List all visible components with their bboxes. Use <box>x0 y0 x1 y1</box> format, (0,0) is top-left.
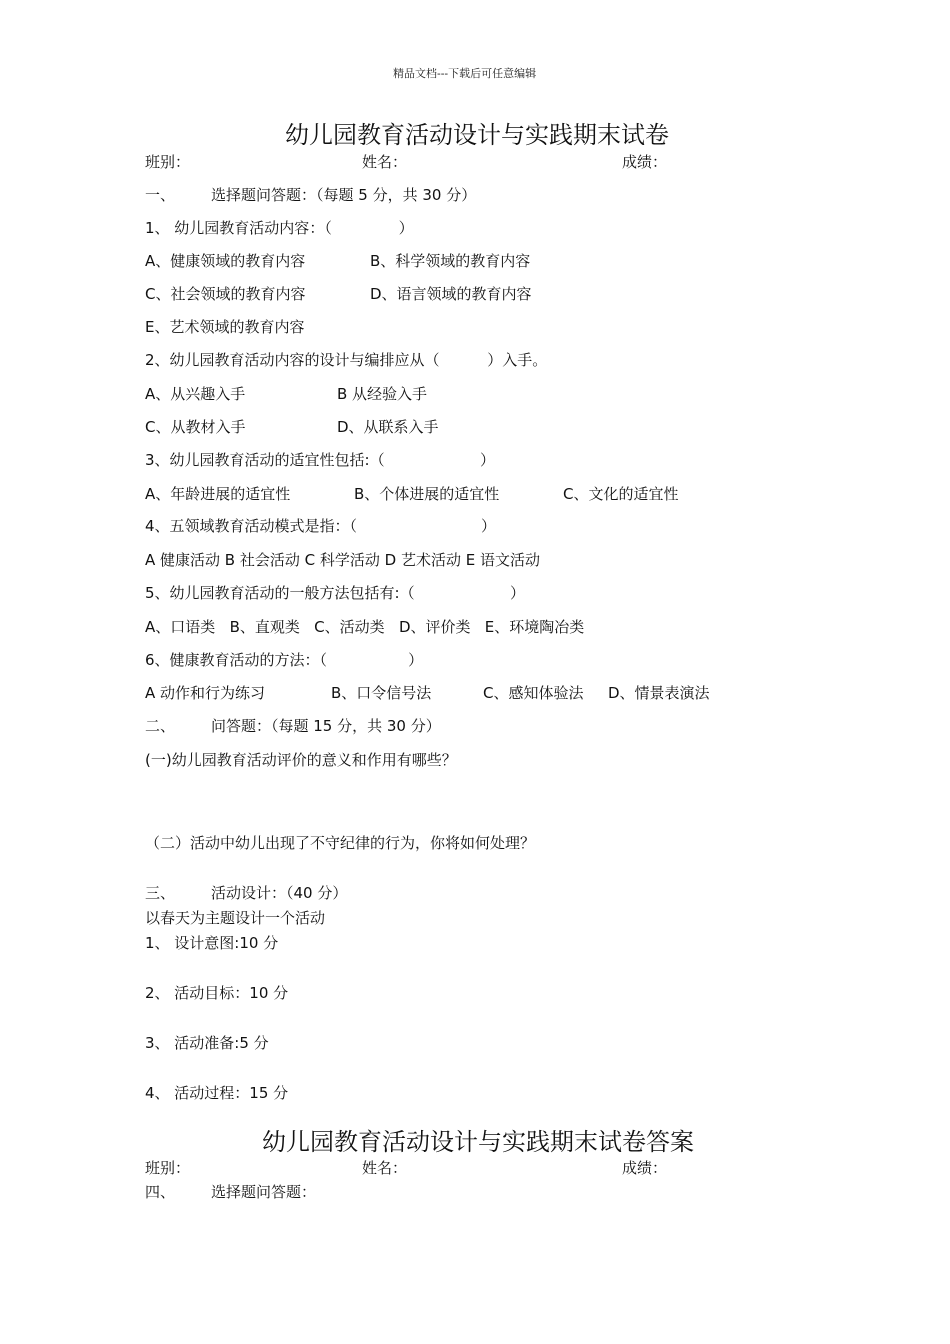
q4-stem: 4、五领域教育活动模式是指：（ ） <box>145 517 497 535</box>
q6-option-b: B、口令信号法 <box>331 684 432 702</box>
q2-stem: 2、幼儿园教育活动内容的设计与编排应从（ ）入手。 <box>145 351 548 369</box>
q2-option-b: B 从经验入手 <box>337 385 428 403</box>
name-label: 姓名： <box>362 153 408 171</box>
q1-option-c: C、社会领域的教育内容 <box>145 285 306 303</box>
q6-option-d: D、情景表演法 <box>608 684 710 702</box>
section3-item-2: 2、 活动目标：10 分 <box>145 984 289 1002</box>
class-label: 班别： <box>145 153 191 171</box>
section3-theme: 以春天为主题设计一个活动 <box>145 909 326 927</box>
q6-option-c: C、感知体验法 <box>483 684 584 702</box>
section1-number: 一、 <box>145 186 176 204</box>
q3-option-a: A、年龄进展的适宜性 <box>145 485 291 503</box>
q6-stem: 6、健康教育活动的方法：（ ） <box>145 651 424 669</box>
q3-option-b: B、个体进展的适宜性 <box>354 485 500 503</box>
q2-option-c: C、从教材入手 <box>145 418 246 436</box>
q3-stem: 3、幼儿园教育活动的适宜性包括:（ ） <box>145 451 495 469</box>
q6-option-a: A 动作和行为练习 <box>145 684 266 702</box>
q4-options: A 健康活动 B 社会活动 C 科学活动 D 艺术活动 E 语文活动 <box>145 551 540 569</box>
section3-item-4: 4、 活动过程：15 分 <box>145 1084 289 1102</box>
section2-title: 问答题：（每题 15 分，共 30 分） <box>211 717 441 735</box>
q1-stem: 1、 幼儿园教育活动内容：（ ） <box>145 219 414 237</box>
section3-item-1: 1、 设计意图:10 分 <box>145 934 279 952</box>
answers-title: 幼儿园教育活动设计与实践期末试卷答案 <box>262 1128 694 1156</box>
section4-number: 四、 <box>145 1183 176 1201</box>
section2-number: 二、 <box>145 717 176 735</box>
section1-title: 选择题问答题：（每题 5 分，共 30 分） <box>211 186 477 204</box>
q3-option-c: C、文化的适宜性 <box>563 485 679 503</box>
answers-score-label: 成绩： <box>622 1159 668 1177</box>
score-label: 成绩： <box>622 153 668 171</box>
section3-item-3: 3、 活动准备:5 分 <box>145 1034 269 1052</box>
q1-option-e: E、艺术领域的教育内容 <box>145 318 305 336</box>
section4-title: 选择题问答题： <box>211 1183 317 1201</box>
section2-question-1: (一)幼儿园教育活动评价的意义和作用有哪些？ <box>145 751 457 769</box>
q5-stem: 5、幼儿园教育活动的一般方法包括有:（ ） <box>145 584 525 602</box>
q2-option-d: D、从联系入手 <box>337 418 439 436</box>
q1-option-b: B、科学领域的教育内容 <box>370 252 531 270</box>
q5-options: A、口语类 B、直观类 C、活动类 D、评价类 E、环境陶冶类 <box>145 618 585 636</box>
q2-option-a: A、从兴趣入手 <box>145 385 246 403</box>
section3-number: 三、 <box>145 884 176 902</box>
answers-class-label: 班别： <box>145 1159 191 1177</box>
section3-title: 活动设计：（40 分） <box>211 884 348 902</box>
header-note: 精品文档---下载后可任意编辑 <box>393 67 537 80</box>
exam-title: 幼儿园教育活动设计与实践期末试卷 <box>285 121 669 149</box>
section2-question-2: （二）活动中幼儿出现了不守纪律的行为，你将如何处理？ <box>145 834 536 852</box>
q1-option-a: A、健康领域的教育内容 <box>145 252 306 270</box>
answers-name-label: 姓名： <box>362 1159 408 1177</box>
q1-option-d: D、语言领域的教育内容 <box>370 285 532 303</box>
